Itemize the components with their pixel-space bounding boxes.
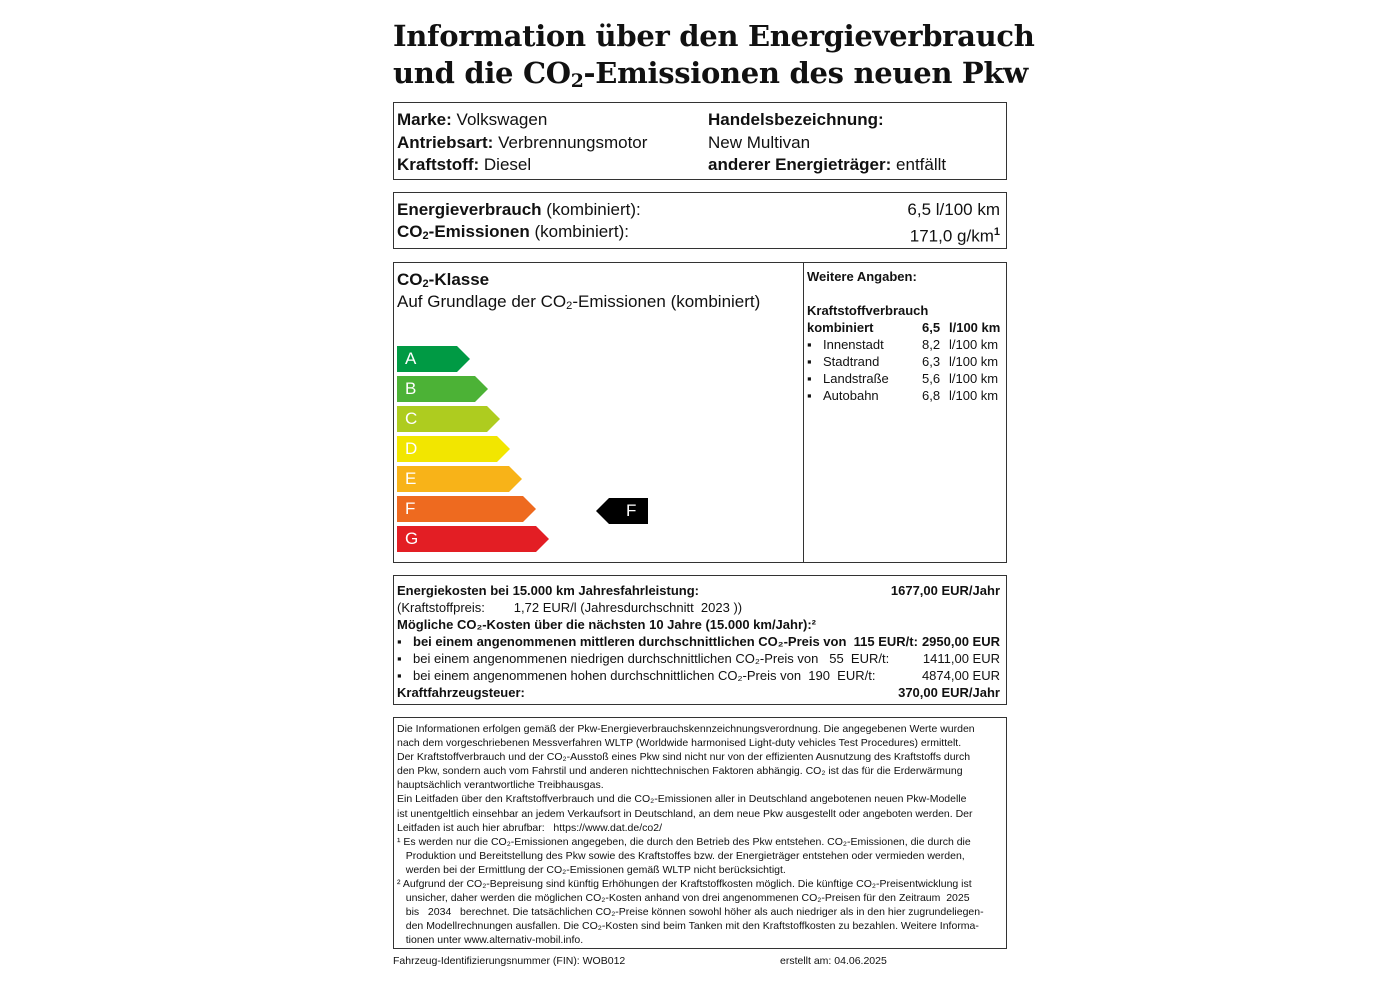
co2-cost-heading: Mögliche CO₂-Kosten über die nächsten 10 Jahre (15.000 km/Jahr):² [397,617,817,632]
kraftstoff-value: Diesel [483,155,532,174]
co2-footnote-mark: 1 [993,226,1000,238]
co2-class-sub-sub: 2 [566,300,573,313]
weitere-item-unit: l/100 km [949,371,999,386]
weitere-bullet: ▪ [807,337,812,352]
title-line-2-a: und die CO [393,56,571,90]
low-price-value: 1411,00 EUR [922,651,1000,666]
co2-value-text: 171,0 g/km [909,226,994,246]
antrieb-label: Antriebsart: [397,133,494,152]
efficiency-letter-e: E [405,469,417,488]
weitere-item-unit: l/100 km [949,337,999,352]
energietraeger-value: entfällt [896,155,947,174]
co2-emissionen-suffix: (kombiniert): [534,222,629,241]
weitere-heading: Weitere Angaben: [807,269,917,284]
legal-line: Produktion und Bereitstellung des Pkw sowie des Kraftstoffes bzw. der Energieträger entstehen oder vermieden werden, [397,849,965,862]
co2-a: CO [397,222,423,241]
weitere-item-value: 6,8 [922,388,941,403]
legal-line: tionen unter www.alternativ-mobil.info. [397,934,584,947]
weitere-item-label: Landstraße [823,371,889,386]
current-class-letter: F [626,501,637,520]
combined-unit: l/100 km [949,320,1001,335]
low-price-label: bei einem angenommenen niedrigen durchschnittlichen CO₂-Preis von 55 EUR/t: [413,651,890,666]
efficiency-arrow-f [397,496,536,522]
energy-cost-label: Energiekosten bei 15.000 km Jahresfahrleistung: [397,583,700,598]
weitere-bullet: ▪ [807,354,812,369]
co2-b: -Emissionen [428,222,530,241]
co2-sub: 2 [422,230,429,243]
title-sub: 2 [570,69,584,92]
efficiency-class-b [397,376,488,402]
co2-class-box [393,262,1007,563]
bullet-high: ▪ [397,668,402,683]
consumption-box [393,192,1007,249]
antrieb-value: Verbrennungsmotor [498,133,648,152]
current-class-arrow [596,498,648,524]
legal-line: bis 2034 berechnet. Die tatsächlichen CO₂-Preise können sowohl höher als auch niedriger als in den hier zugrundeliegen- [397,906,984,919]
legal-line: werden bei der Ermittlung der CO₂-Emissionen gemäß WLTP nicht berücksichtigt. [397,863,786,876]
bullet-low: ▪ [397,651,402,666]
fuel-price-line: (Kraftstoffpreis: 1,72 EUR/l (Jahresdurchschnitt 2023 )) [397,600,743,615]
efficiency-letter-c: C [405,409,418,428]
combined-label: kombiniert [807,320,874,335]
current-class-marker [596,498,648,524]
energy-cost-value: 1677,00 EUR/Jahr [890,583,1000,598]
weitere-item-label: Stadtrand [823,354,880,369]
co2-class-heading-sub: 2 [422,278,429,291]
title-line-2 [393,55,1033,100]
co2-class-sub-b: -Emissionen (kombiniert) [572,292,761,311]
efficiency-class-d [397,436,510,462]
page-title [393,18,1033,100]
created-date: erstellt am: 04.06.2025 [780,955,887,967]
efficiency-letter-d: D [405,439,418,458]
efficiency-class-c [397,406,500,432]
high-price-label: bei einem angenommenen hohen durchschnittlichen CO₂-Preis von 190 EUR/t: [413,668,876,683]
legal-line: Ein Leitfaden über den Kraftstoffverbrauch und die CO₂-Emissionen aller in Deutschland angebotenen neuen Pkw-Modelle [397,793,967,806]
legal-line: nach dem vorgeschriebenen Messverfahren WLTP (Worldwide harmonised Light-duty vehicles Test Procedures) ermittelt. [397,737,962,750]
co2-class-subheading [397,291,760,317]
weitere-item-unit: l/100 km [949,388,999,403]
efficiency-letter-g: G [405,529,419,548]
legal-line: den Modellrechnungen ausfallen. Die CO₂-Kosten sind beim Tanken mit den Kraftstoffkosten zu bezahlen. Weitere Informa- [397,920,979,933]
weitere-item-label: Innenstadt [823,337,884,352]
handels-value: New Multivan [708,133,811,152]
kraftstoff-row [397,154,531,176]
co2-emissionen-value [910,221,1000,248]
legal-line: Leitfaden ist auch hier abrufbar: https://www.dat.de/co2/ [397,821,662,834]
fin-line: Fahrzeug-Identifizierungsnummer (FIN): WOB012 [393,955,626,967]
energieverbrauch-label: Energieverbrauch [397,200,542,219]
weitere-bullet: ▪ [807,388,812,403]
tax-label: Kraftfahrzeugsteuer: [397,685,525,700]
co2-class-sub-a: Auf Grundlage der CO [397,292,567,311]
legal-line: Die Informationen erfolgen gemäß der Pkw-Energieverbrauchskennzeichnungsverordnung. Die angegebenen Werte wurden [397,723,975,735]
weitere-sub: Kraftstoffverbrauch [807,303,929,318]
weitere-divider [803,263,804,562]
tax-value: 370,00 EUR/Jahr [898,685,1000,700]
weitere-item-value: 6,3 [922,354,941,369]
co2-class-heading-a: CO [397,270,423,289]
legal-line: ist unentgeltlich einsehbar an jedem Verkaufsort in Deutschland, an dem neue Pkw ausgestellt oder angeboten werden. Der [397,807,973,820]
efficiency-letter-a: A [405,349,417,368]
handels-label: Handelsbezeichnung: [708,110,884,129]
vehicle-info-box [393,102,1007,180]
weitere-item-value: 8,2 [922,337,941,352]
energieverbrauch-value: 6,5 l/100 km [907,200,1000,219]
weitere-item-unit: l/100 km [949,354,999,369]
antrieb-row [397,132,647,154]
mid-price-label: bei einem angenommenen mittleren durchschnittlichen CO₂-Preis von 115 EUR/t: [413,634,918,649]
legal-line: ¹ Es werden nur die CO₂-Emissionen angegeben, die durch den Betrieb des Pkw entstehen. CO₂-Emissionen, die durch die [397,835,971,848]
co2-emissionen-label [397,222,530,241]
co2-emissionen-row [397,221,629,247]
legal-line: ² Aufgrund der CO₂-Bepreisung sind künftig Erhöhungen der Kraftstoffkosten möglich. Die künftige CO₂-Preisentwicklung ist [397,878,972,891]
weitere-bullet: ▪ [807,371,812,386]
kraftstoff-label: Kraftstoff: [397,155,480,174]
legal-text-box [393,717,1007,949]
marke-label: Marke: [397,110,452,129]
efficiency-class-e [397,466,522,492]
weitere-item-label: Autobahn [823,388,879,403]
legal-line: unsicher, daher werden die möglichen CO₂-Kosten anhand von drei angenommenen CO₂-Preisen für den Zeitraum 2025 [397,892,970,905]
legal-line: den Pkw, sondern auch vom Fahrstil und anderen nichttechnischen Faktoren abhängig. CO₂ ist das für die Erderwärmung [397,765,963,778]
legal-line: hauptsächlich verantwortliche Treibhausgas. [397,779,604,792]
weitere-angaben [807,263,1003,562]
bullet-mid: ▪ [397,634,402,649]
legal-text [397,722,1003,948]
weitere-item-value: 5,6 [922,371,941,386]
energietraeger-label: anderer Energieträger: [708,155,892,174]
efficiency-class-a [397,346,470,372]
efficiency-letter-f: F [405,499,416,518]
title-line-1: Information über den Energieverbrauch [393,19,1035,53]
efficiency-letter-b: B [405,379,417,398]
title-line-2-b: -Emissionen des neuen Pkw [583,56,1028,90]
marke-value: Volkswagen [456,110,548,129]
energietraeger-row [708,154,946,176]
energieverbrauch-row [397,199,641,221]
efficiency-arrow-g [397,526,549,552]
marke-row [397,109,547,131]
costs-box [393,575,1007,705]
energieverbrauch-suffix: (kombiniert): [546,200,641,219]
efficiency-class-f [397,496,536,522]
efficiency-class-g [397,526,549,552]
high-price-value: 4874,00 EUR [921,668,1000,683]
mid-price-value: 2950,00 EUR [921,634,1000,649]
combined-value: 6,5 [922,320,941,335]
legal-line: Der Kraftstoffverbrauch und der CO₂-Ausstoß eines Pkw sind nicht nur von der effizienten Ausnutzung des Kraftstoffs durch [397,751,971,764]
co2-class-heading-b: -Klasse [428,270,490,289]
